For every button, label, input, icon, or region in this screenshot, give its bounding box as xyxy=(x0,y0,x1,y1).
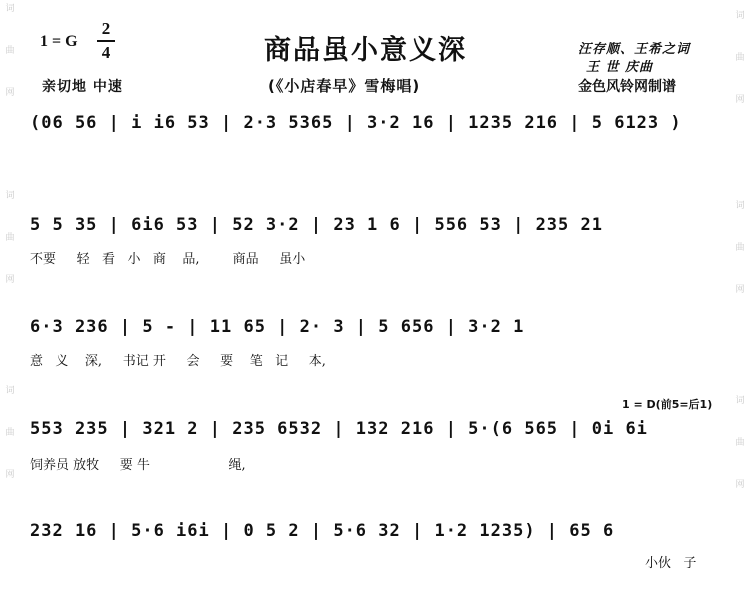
maker-credit: 金色风铃网制谱 xyxy=(578,79,676,95)
lyrics-line-4: 饲养员 放牧 要 牛 绳, xyxy=(30,458,246,473)
time-signature-bottom: 4 xyxy=(101,43,111,62)
watermark-right-low: 词 曲 网 xyxy=(735,396,745,490)
lyrics-line-5: 小伙 子 xyxy=(645,556,697,571)
tempo-marking: 亲切地 中速 xyxy=(42,79,123,95)
key-signature: 1 = G xyxy=(40,33,78,50)
key-change-note: 1 = D(前5=后1) xyxy=(622,398,713,411)
time-signature-bar xyxy=(97,40,115,42)
song-subtitle: (《小店春早》雪梅唱) xyxy=(268,77,421,95)
score-line-5: 232 16 | 5·6 i6i | 0 5 2 | 5·6 32 | 1·2 1235) | 65 6 xyxy=(30,521,615,541)
time-signature-top: 2 xyxy=(101,19,111,38)
score-line-3: 6·3 236 | 5 - | 11 65 | 2· 3 | 5 656 | 3·2 1 xyxy=(30,317,525,337)
watermark-right-top: 词 曲 网 xyxy=(735,11,745,105)
score-line-2: 5 5 35 | 6i6 53 | 52 3·2 | 23 1 6 | 556 53 | 235 21 xyxy=(30,215,603,235)
score-line-4: 553 235 | 321 2 | 235 6532 | 132 216 | 5·(6 565 | 0i 6i xyxy=(30,419,648,439)
watermark-left-low: 词 曲 网 xyxy=(5,386,15,480)
watermark-left-mid: 词 曲 网 xyxy=(5,191,15,285)
lyricist-credit: 汪存顺、王希之词 xyxy=(578,42,691,57)
composer-credit: 王 世 庆曲 xyxy=(586,60,654,75)
watermark-right-mid: 词 曲 网 xyxy=(735,201,745,295)
watermark-left-top: 词 曲 网 xyxy=(5,4,15,98)
score-line-1: (06 56 | i i6 53 | 2·3 5365 | 3·2 16 | 1235 216 | 5 6123 ) xyxy=(30,113,682,133)
lyrics-line-3: 意 义 深, 书记 开 会 要 笔 记 本, xyxy=(30,354,326,369)
time-signature xyxy=(97,20,115,62)
song-title: 商品虽小意义深 xyxy=(264,35,467,66)
lyrics-line-2: 不要 轻 看 小 商 品, 商品 虽小 xyxy=(30,252,306,267)
